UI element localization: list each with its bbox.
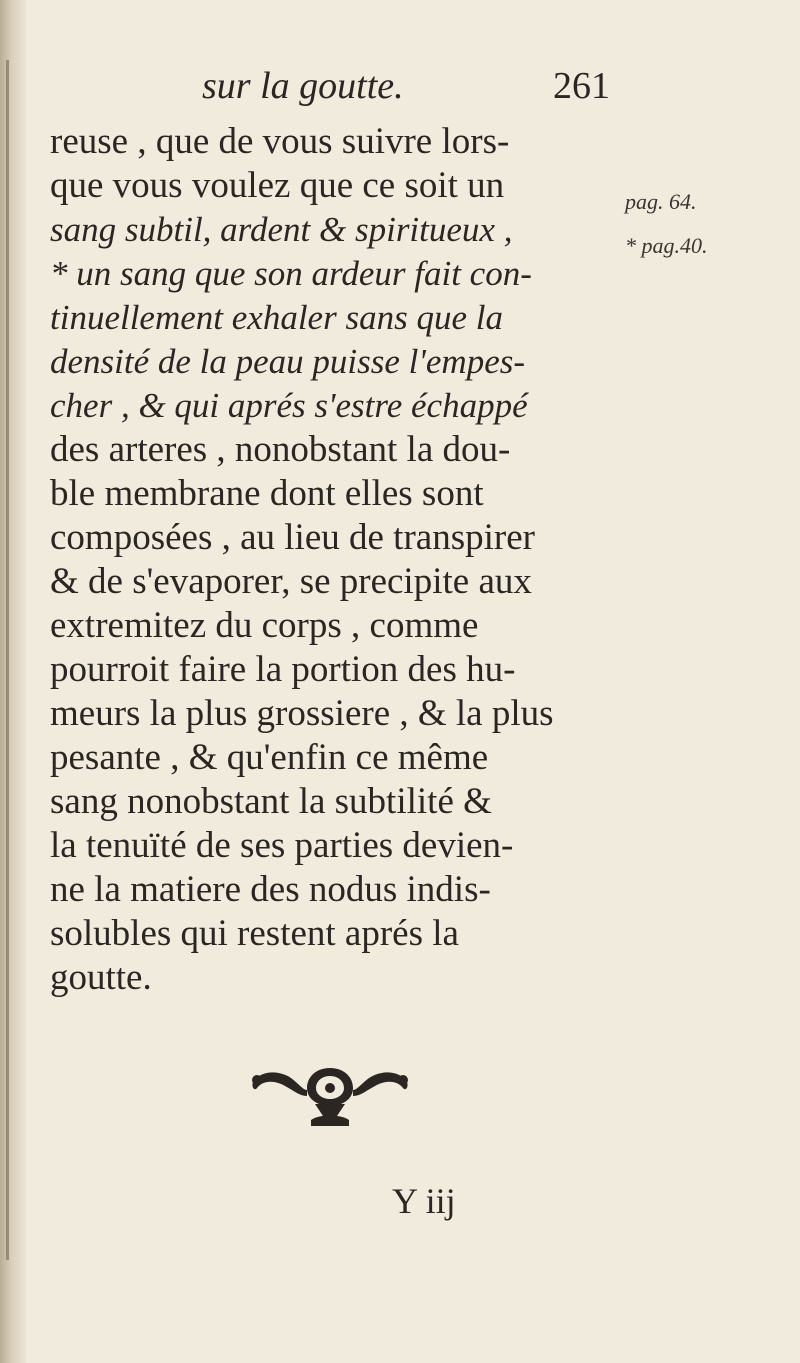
text-line: extremitez du corps , comme (50, 605, 479, 646)
text-line: que vous voulez que ce soit un (50, 165, 505, 206)
text-line: pesante , & qu'enfin ce même (50, 737, 489, 778)
text-line: meurs la plus grossiere , & la plus (50, 693, 554, 734)
page-number: 261 (553, 65, 610, 107)
text-line: composées , au lieu de transpirer (50, 517, 535, 558)
text-line: ne la matiere des nodus indis- (50, 869, 491, 910)
text-line: cher , & qui aprés s'estre échappé (50, 386, 528, 425)
running-header (50, 60, 610, 120)
text-line: & de s'evaporer, se precipite aux (50, 561, 532, 602)
margin-note: * pag.40. (625, 233, 708, 258)
running-title: sur la goutte. (202, 65, 404, 107)
text-line: goutte. (50, 957, 152, 998)
fleuron-ornament-icon (245, 1060, 415, 1130)
text-line: solubles qui restent aprés la (50, 913, 459, 954)
text-line: * un sang que son ardeur fait con- (50, 254, 532, 293)
binding-edge (6, 60, 9, 1260)
text-line: sang nonobstant la subtilité & (50, 781, 492, 822)
text-line: des arteres , nonobstant la dou- (50, 429, 511, 470)
text-line: la tenuïté de ses parties devien- (50, 825, 514, 866)
text-line: reuse , que de vous suivre lors- (50, 121, 510, 162)
text-line: densité de la peau puisse l'empes- (50, 342, 526, 381)
margin-note: pag. 64. (625, 189, 697, 214)
text-line: tinuellement exhaler sans que la (50, 298, 503, 337)
signature-mark: Y iij (392, 1181, 456, 1221)
text-line: pourroit faire la portion des hu- (50, 649, 516, 690)
text-line: ble membrane dont elles sont (50, 473, 484, 514)
page-gutter (0, 0, 26, 1363)
body-text (50, 120, 610, 1000)
text-line: sang subtil, ardent & spiritueux , (50, 210, 513, 249)
